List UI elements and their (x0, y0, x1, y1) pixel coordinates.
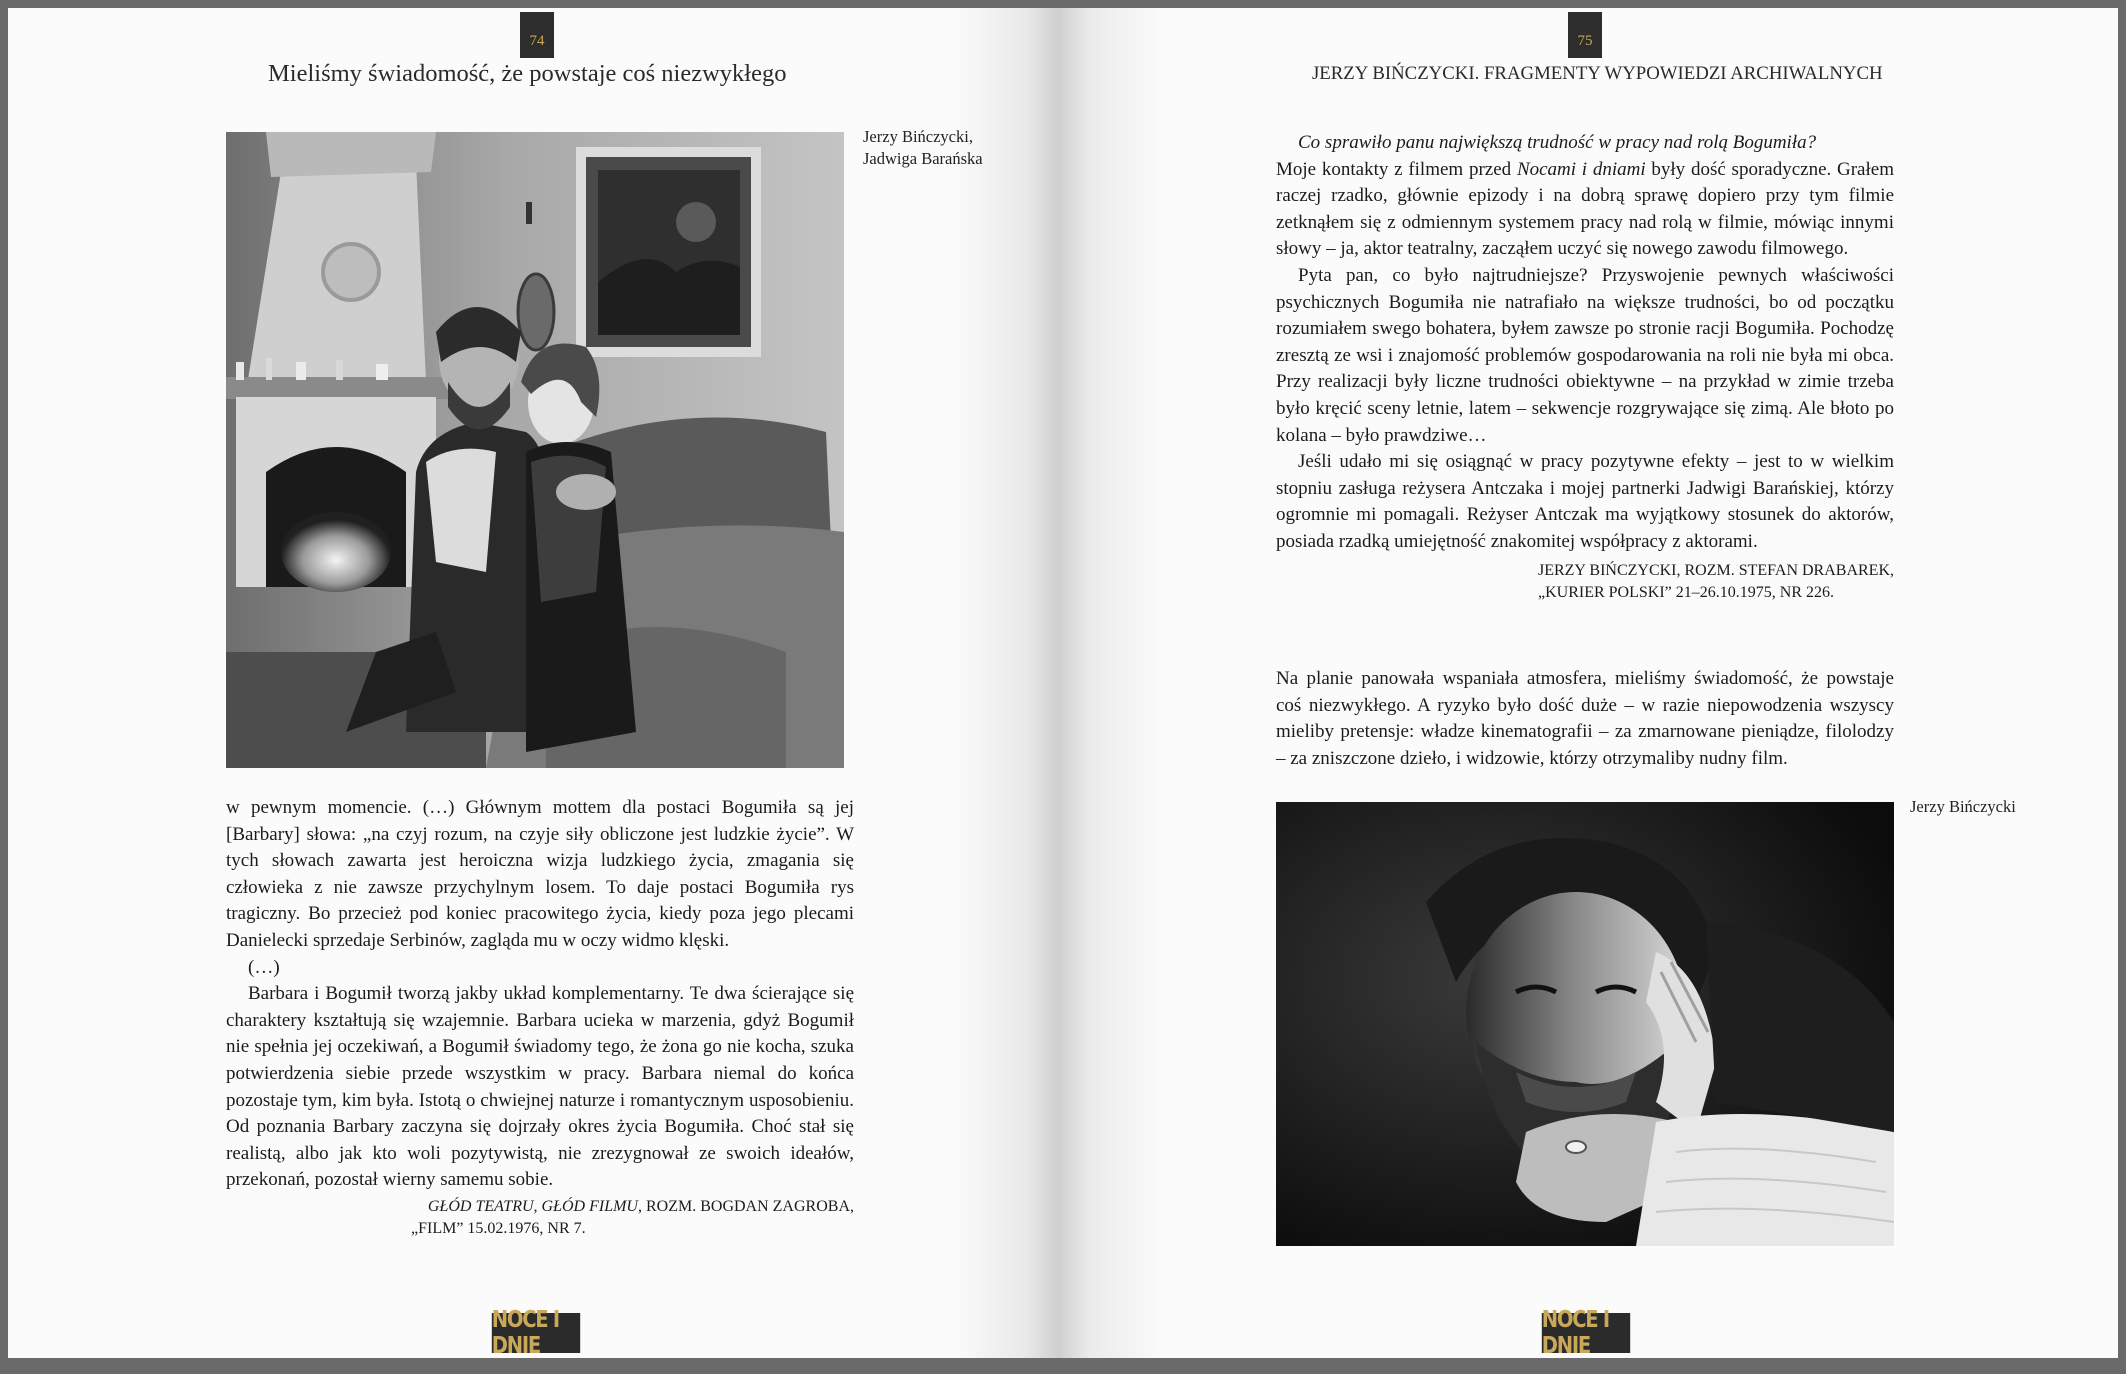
photo-caption-right: Jerzy Bińczycki (1910, 797, 2016, 816)
interview-question: Co sprawiło panu największą trudność w pracy nad rolą Bogumiła? (1298, 132, 1817, 153)
photo-couple-by-fireplace (226, 132, 844, 768)
noce-i-dnie-logo: NOCE I DNIE (492, 1313, 580, 1353)
photo-caption-left: Jerzy Bińczycki, Jadwiga Barańska (863, 127, 983, 168)
paragraph: (…) (248, 956, 280, 978)
left-body-text (226, 795, 854, 1240)
running-title-left: Mieliśmy świadomość, że powstaje coś niezwykłego (268, 60, 787, 87)
paragraph: Pyta pan, co było najtrudniejsze? Przyswojenie pewnych właściwości psychicznych Bogumiła nie natrafiało na większe trudności, bo od początku rozumiałem swego bohatera, byłem zawsze po stronie racji Bogumiła. Pochodzę zresztą ze wsi i znajomość problemów gospodarowania na roli nie była mi obca. Przy realizacji były liczne trudności obiektywne – na przykład w zimie trzeba było kręcić sceny letnie, latem – sekwencje rozgrywające się zimą. Ale błoto po kolana – było prawdziwe… (1276, 264, 1894, 446)
source-citation-line2: „KURIER POLSKI” 21–26.10.1975, NR 226. (1538, 583, 1834, 601)
right-body-text-2 (1276, 666, 1894, 772)
source-citation-line2: „FILM” 15.02.1976, NR 7. (411, 1219, 586, 1237)
paragraph: Moje kontakty z filmem przed Nocami i dniami były dość sporadyczne. Grałem raczej rzadko, głównie epizody i na dobrą sprawę dopiero przy tym filmie zetknąłem się z odmiennym systemem pracy nad rolą w filmie, mówiąc innymi słowy – ja, aktor teatralny, zacząłem uczyć się nowego zawodu filmowego. (1276, 158, 1894, 260)
paragraph: Barbara i Bogumił tworzą jakby układ komplementarny. Te dwa ścierające się charaktery kształtują się wzajemnie. Barbara ucieka w marzenia, gdyż Bogumił nie spełnia jej oczekiwań, a Bogumił świadomy tego, że żona go nie kocha, szuka potwierdzenia siebie przede wszystkim w pracy. Barbara niemal do końca pozostaje tym, kim była. Istotą o chwiejnej naturze i romantycznym usposobieniu. Od poznania Barbary zaczyna się dojrzały okres życia Bogumiła. Choć stał się realistą, albo jak kto woli pozytywistą, nie zrezygnował ze swoich ideałów, przekonań, pozostał wierny samemu sobie. (226, 983, 854, 1191)
noce-i-dnie-logo: NOCE I DNIE (1542, 1313, 1630, 1353)
source-citation: JERZY BIŃCZYCKI, ROZM. STEFAN DRABAREK, (1537, 561, 1894, 579)
source-citation: GŁÓD TEATRU, GŁÓD FILMU, ROZM. BOGDAN ZAGROBA, (427, 1197, 854, 1215)
paragraph: Na planie panowała wspaniała atmosfera, mieliśmy świadomość, że powstaje coś niezwykłego. A ryzyko było dość duże – w razie niepowodzenia wszyscy mieliby pretensje: władze kinematografii – za zmarnowane pieniądze, filolodzy – za zniszczone dzieło, i widzowie, którzy otrzymaliby nudny film. (1276, 668, 1894, 769)
paragraph: w pewnym momencie. (…) Głównym mottem dla postaci Bogumiła są jej [Barbary] słowa: „na czyj rozum, na czyje siły obliczone jest ludzkie życie”. W tych słowach zawarta jest heroiczna wizja ludzkiego życia, zmagania się człowieka z nie zawsze przychylnym losem. To daje postaci Bogumiła rys tragiczny. Bo przecież pod koniec pracowitego życia, kiedy poza jego plecami Danielecki sprzedaje Serbinów, zagląda mu w oczy widmo klęski. (226, 797, 854, 951)
photo-thoughtful-man (1276, 802, 1894, 1246)
running-title-right: JERZY BIŃCZYCKI. FRAGMENTY WYPOWIEDZI ARCHIWALNYCH (1312, 63, 1883, 84)
right-body-text-1 (1276, 130, 1894, 604)
page-number-right: 75 (1568, 12, 1602, 58)
right-page (1058, 8, 2118, 1358)
page-number-left: 74 (520, 12, 554, 58)
paragraph: Jeśli udało mi się osiągnąć w pracy pozytywne efekty – jest to w wielkim stopniu zasługa reżysera Antczaka i mojej partnerki Jadwigi Barańskiej, którzy ogromnie mi pomagali. Reżyser Antczak ma wyjątkowy stosunek do aktorów, posiada rzadką umiejętność znakomitej współpracy z aktorami. (1276, 451, 1894, 552)
left-page (8, 8, 1058, 1358)
